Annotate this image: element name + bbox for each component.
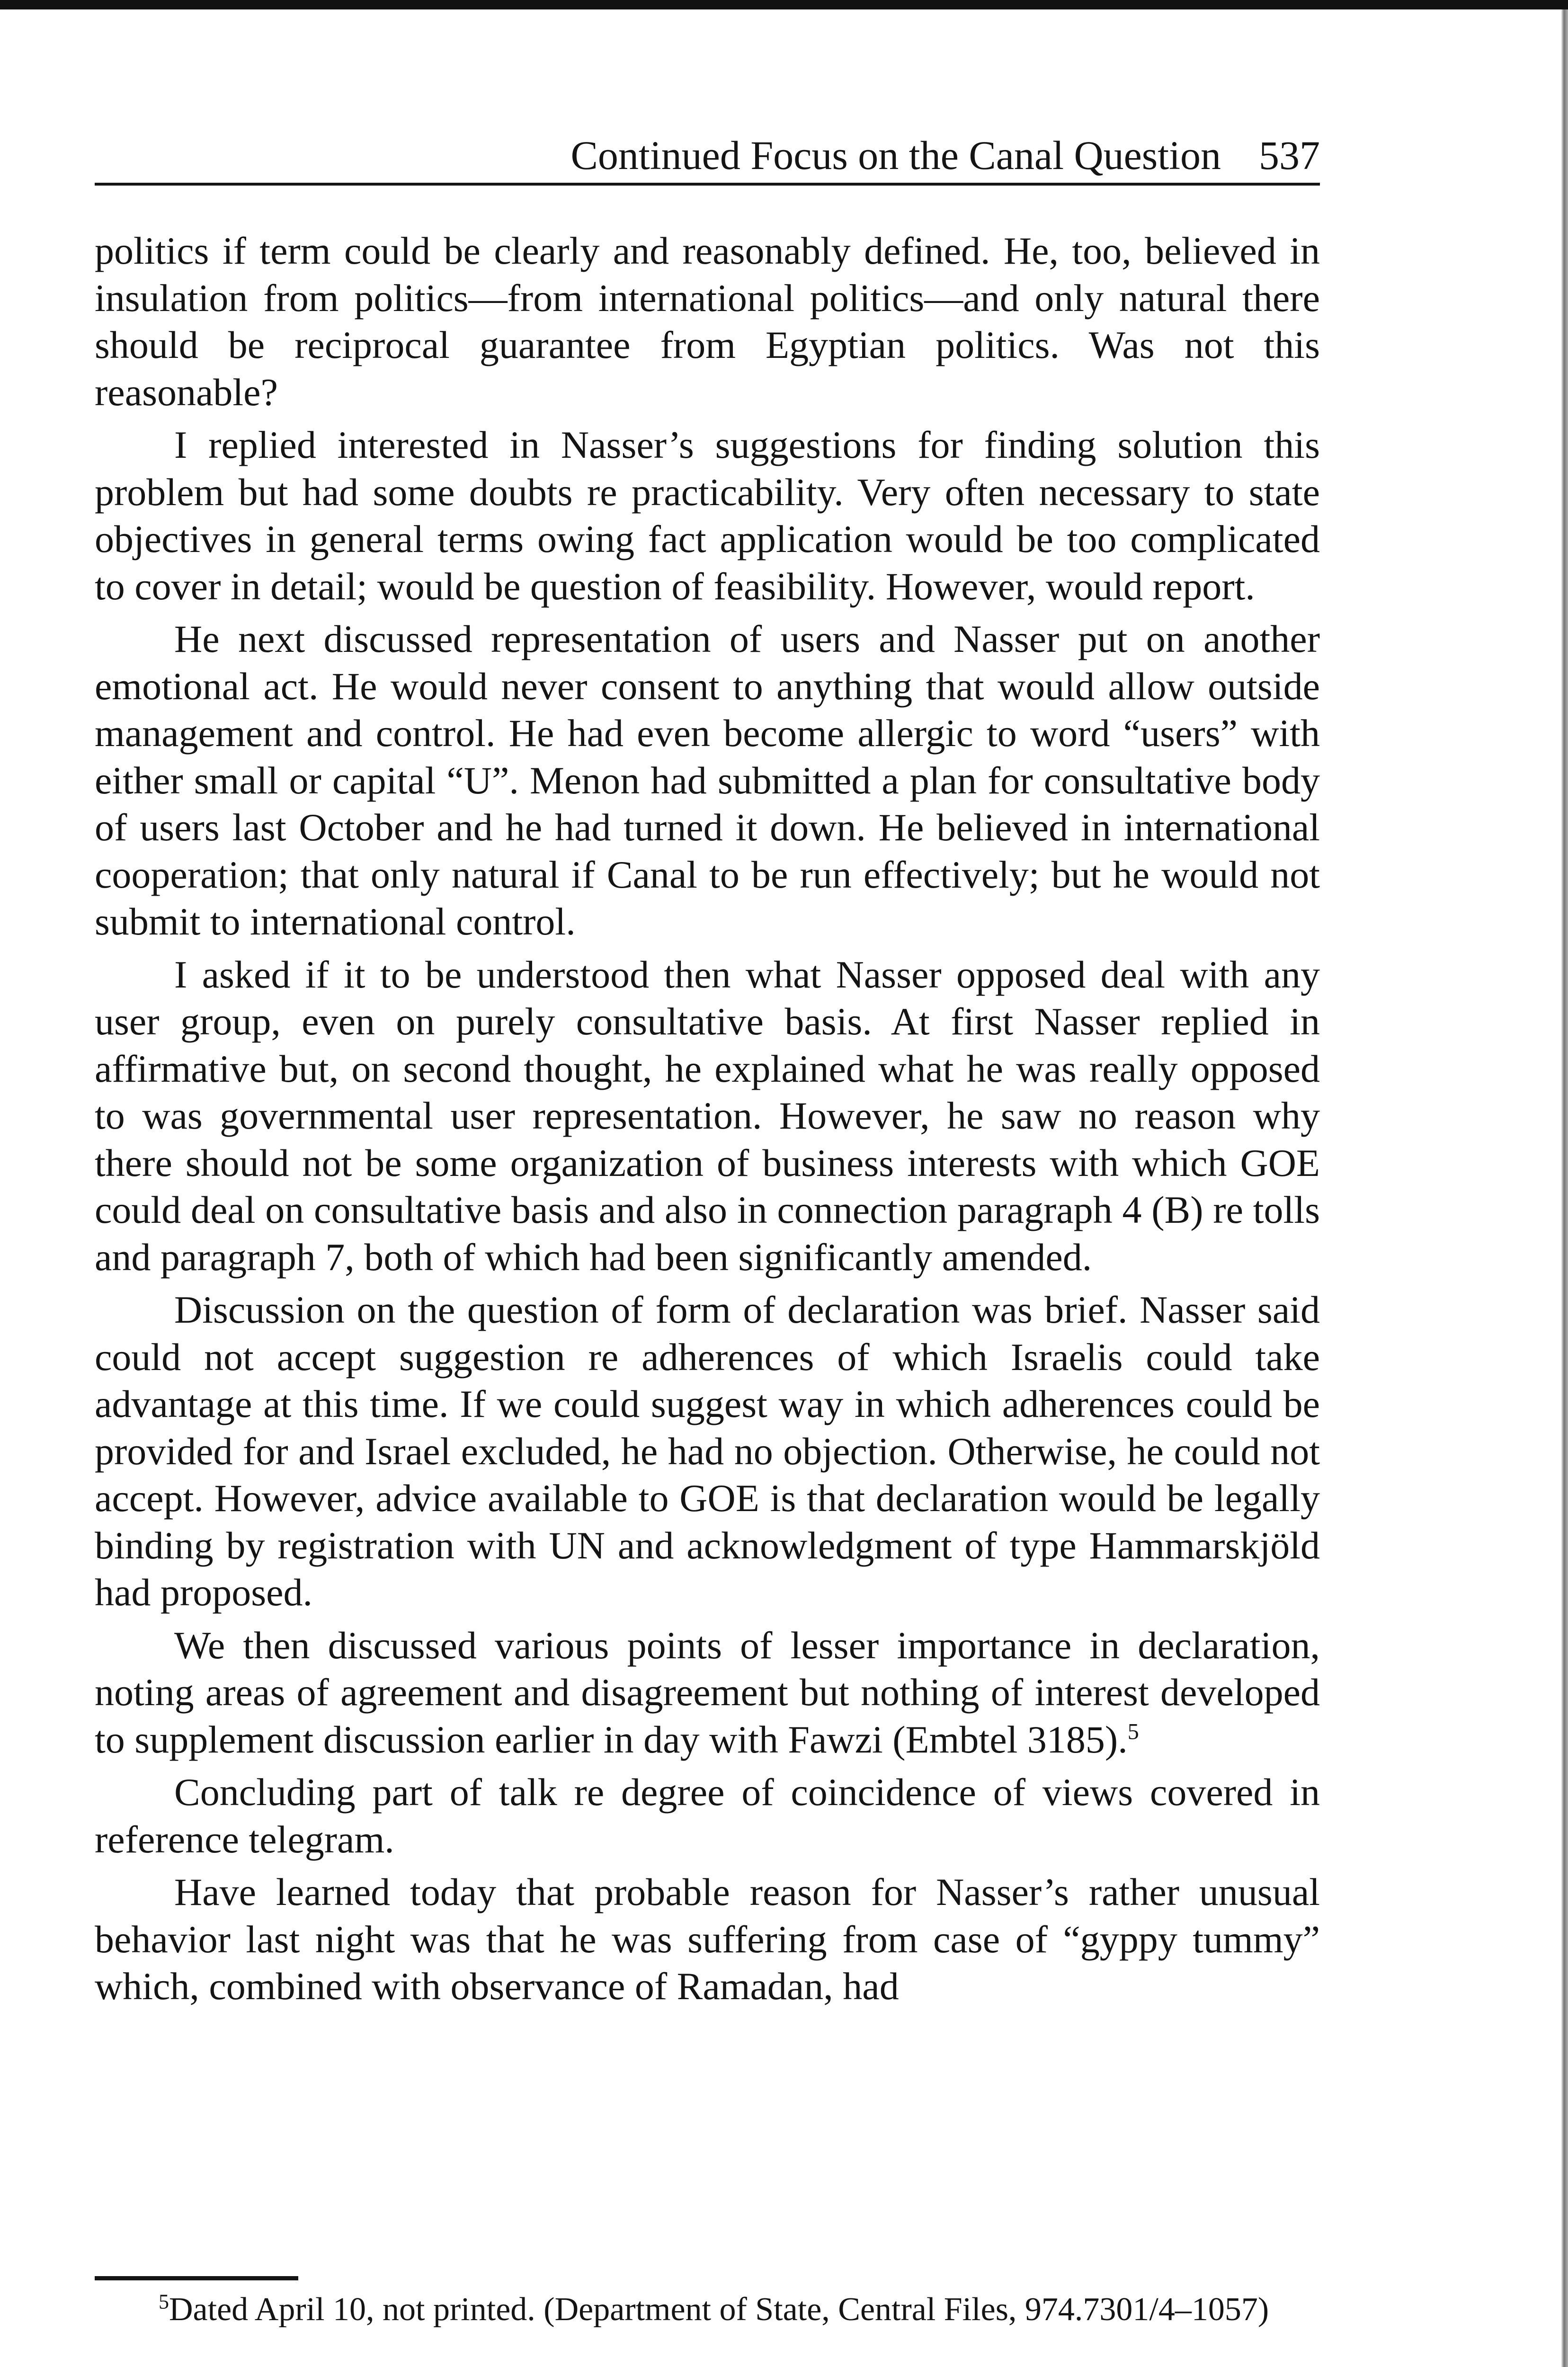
paragraph-5: Discussion on the question of form of declaration was brief. Nasser said could not accept suggestion re adherences of which Israelis could take advantage at this time. If we could suggest way in which adherences could be provided for and Israel excluded, he had no objection. Otherwise, he could not accept. However, advice available to GOE is that declaration would be legally binding by registration with UN and acknowledgment of type Hammarskjöld had proposed. xyxy=(95,1288,1320,1614)
running-title: Continued Focus on the Canal Question xyxy=(570,133,1221,178)
paragraph-1: politics if term could be clearly and reasonably defined. He, too, believed in insulation from politics—from international politics—and only natural there should be reciprocal guarantee from Egyptian politics. Was not this reasonable? xyxy=(95,229,1320,414)
footnote-reference: 5 xyxy=(1127,1719,1139,1744)
paragraph-8: Have learned today that probable reason for Nasser’s rather unusual behavior last night was that he was suffering from case of “gyppy tummy” which, combined with observance of Ramadan, had xyxy=(95,1870,1320,2008)
footnote-rule xyxy=(95,2276,298,2280)
paragraph-2: I replied interested in Nasser’s suggestions for finding solution this problem but had some doubts re practicability. Very often necessary to state objectives in general terms owing fact application would be too complicated to cover in detail; would be question of feasibility. However, would report. xyxy=(95,423,1320,608)
paragraph-7: Concluding part of talk re degree of coincidence of views covered in reference telegram. xyxy=(95,1771,1320,1861)
page-number: 537 xyxy=(1259,133,1320,178)
body-text xyxy=(95,227,1320,2016)
paragraph-3: He next discussed representation of users and Nasser put on another emotional act. He would never consent to anything that would allow outside management and control. He had even become allergic to word “users” with either small or capital “U”. Menon had submitted a plan for consultative body of users last October and he had turned it down. He believed in international cooperation; that only natural if Canal to be run effectively; but he would not submit to international control. xyxy=(95,617,1320,943)
footnote xyxy=(95,2290,1320,2329)
running-head xyxy=(95,128,1320,186)
paragraph-4: I asked if it to be understood then what Nasser opposed deal with any user group, even on purely consultative basis. At first Nasser replied in affirmative but, on second thought, he explained what he was really opposed to was governmental user representation. However, he saw no reason why there should not be some organization of business interests with which GOE could deal on consultative basis and also in connection paragraph 4 (B) re tolls and paragraph 7, both of which had been significantly amended. xyxy=(95,952,1320,1279)
footnote-text: Dated April 10, not printed. (Department of State, Central Files, 974.7301/4–1057) xyxy=(169,2291,1269,2328)
paragraph-6 xyxy=(95,1622,1320,1763)
paragraph-6-text: We then discussed various points of lesser importance in declaration, noting areas of agreement and disagreement but nothing of interest developed to supplement discussion earlier in day with Fawzi (Embtel 3185). xyxy=(95,1623,1320,1761)
scan-top-border xyxy=(0,0,1568,9)
footnote-marker: 5 xyxy=(159,2290,169,2314)
page-spine-edge xyxy=(1561,9,1568,2367)
